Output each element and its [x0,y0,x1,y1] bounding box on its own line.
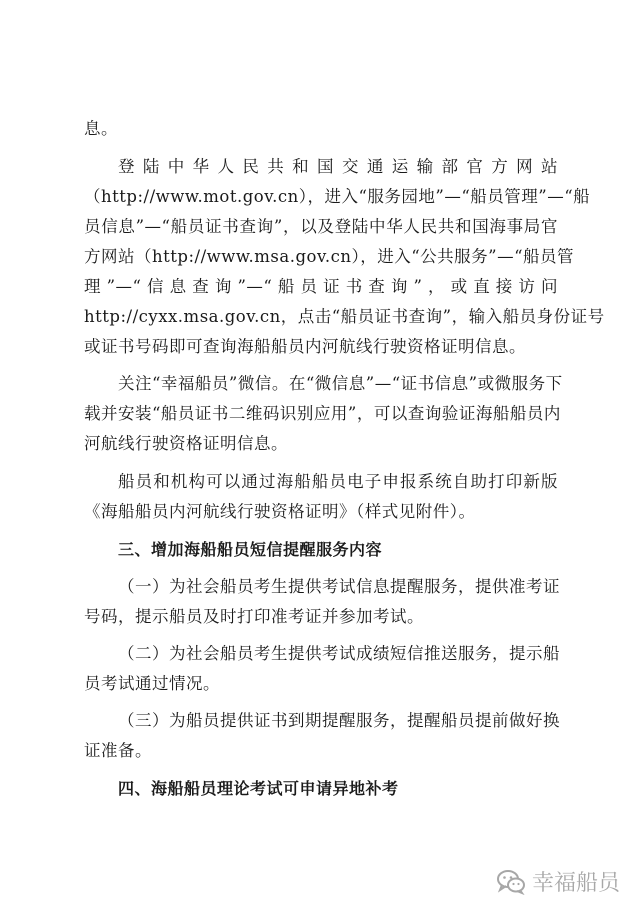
section-4-heading: 四、海船船员理论考试可申请异地补考 [118,779,399,798]
watermark-text: 幸福船员 [531,871,620,896]
paragraph-2-line-6: http://cyxx.msa.gov.cn，点击“船员证书查询”，输入船员身份证号 [84,307,605,326]
paragraph-3-line-3: 河航线行驶资格证明信息。 [84,434,288,453]
paragraph-4-line-2: 《海船船员内河航线行驶资格证明》（样式见附件）。 [84,502,476,521]
paragraph-4-line-1: 船员和机构可以通过海船船员电子申报系统自助打印新版 [118,472,558,491]
paragraph-2-line-5: 理”—“信息查询”—“船员证书查询”，或直接访问 [84,277,558,296]
wechat-icon [496,869,526,895]
section-3-item-2-line-1: （二）为社会船员考生提供考试成绩短信推送服务，提示船 [118,644,560,663]
section-3-heading: 三、增加海船船员短信提醒服务内容 [118,540,383,559]
paragraph-3-line-1: 关注“幸福船员”微信。在“微信息”—“证书信息”或微服务下 [118,374,563,393]
paragraph-2-line-4: 方网站（http://www.msa.gov.cn），进入“公共服务”—“船员管 [84,247,575,266]
section-3-item-3-line-1: （三）为船员提供证书到期提醒服务，提醒船员提前做好换 [118,711,560,730]
section-3-item-1-line-1: （一）为社会船员考生提供考试信息提醒服务，提供准考证 [118,577,560,596]
paragraph-2-line-1: 登陆中华人民共和国交通运输部官方网站 [118,157,558,176]
section-3-item-1-line-2: 号码，提示船员及时打印准考证并参加考试。 [84,607,424,626]
paragraph-2-line-3: 员信息”—“船员证书查询”，以及登陆中华人民共和国海事局官 [84,217,558,236]
section-3-item-2-line-2: 员考试通过情况。 [84,674,220,693]
paragraph-3-line-2: 载并安装“船员证书二维码识别应用”，可以查询验证海船船员内 [84,404,561,423]
paragraph-2-line-2: （http://www.mot.gov.cn），进入“服务园地”—“船员管理”—“船 [84,187,591,206]
paragraph-1-tail: 息。 [84,119,118,138]
paragraph-2-line-7: 或证书号码即可查询海船船员内河航线行驶资格证明信息。 [84,337,526,356]
section-3-item-3-line-2: 证准备。 [84,741,152,760]
wechat-watermark [496,866,620,897]
